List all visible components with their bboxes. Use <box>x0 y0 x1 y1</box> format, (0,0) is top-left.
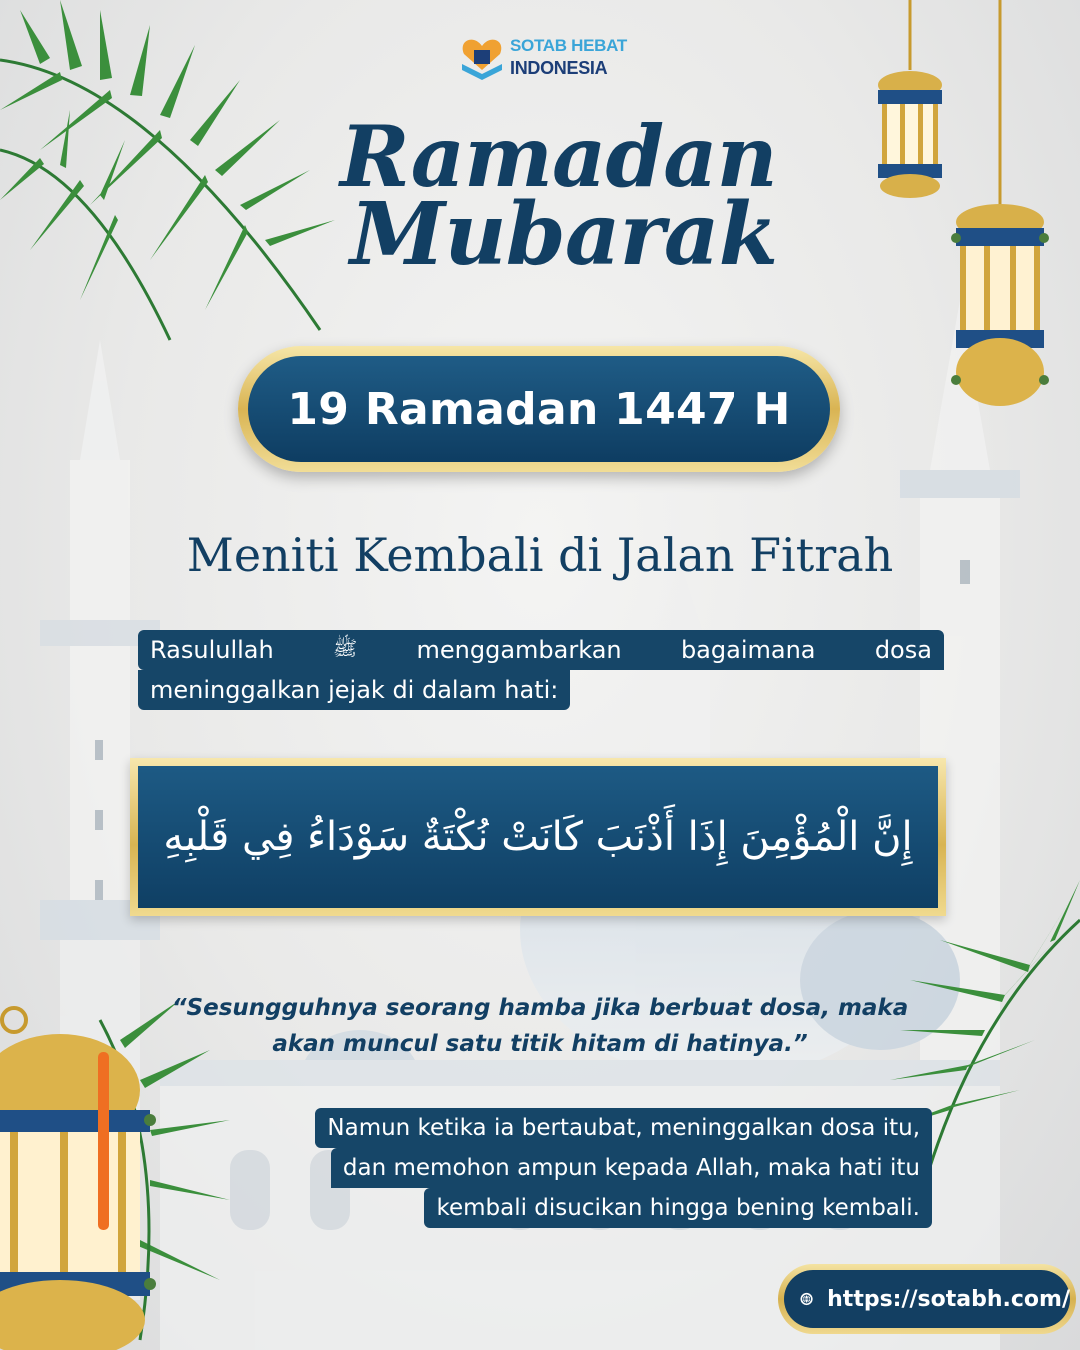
intro-word: dosa <box>874 636 932 664</box>
website-link[interactable] <box>778 1264 1076 1334</box>
website-url[interactable]: https://sotabh.com/ <box>827 1286 1070 1312</box>
greeting-title <box>340 107 778 286</box>
quote-line-1: “Sesungguhnya seorang hamba jika berbuat dosa, maka <box>171 995 909 1021</box>
globe-icon <box>800 1286 813 1312</box>
palm-leaf-top-left-icon <box>0 0 340 360</box>
subtitle: Meniti Kembali di Jalan Fitrah <box>186 528 894 582</box>
accent-bar <box>98 1052 109 1230</box>
website-link-inner[interactable] <box>784 1270 1070 1328</box>
quote-line-2: akan muncul satu titik hitam di hatinya.” <box>272 1031 808 1057</box>
intro-line-1 <box>138 630 944 670</box>
title-line-1: Ramadan <box>340 107 777 206</box>
brand-logo <box>450 28 640 88</box>
closing-line-3: kembali disucikan hingga bening kembali. <box>424 1188 932 1228</box>
intro-word: menggambarkan <box>416 636 622 664</box>
intro-paragraph <box>138 630 944 710</box>
closing-line-2: dan memohon ampun kepada Allah, maka hati itu <box>331 1148 932 1188</box>
date-badge <box>238 346 840 472</box>
closing-paragraph <box>220 1108 932 1228</box>
hadith-arabic-text: إِنَّ الْمُؤْمِنَ إِذَا أَذْنَبَ كَانَتْ نُكْتَةٌ سَوْدَاءُ فِي قَلْبِهِ <box>138 766 938 908</box>
lantern-top-right-icon <box>860 0 1080 420</box>
logo-line-1: SOTAB HEBAT <box>510 36 627 55</box>
book-heart-logo-icon <box>456 34 508 82</box>
intro-line-2: meninggalkan jejak di dalam hati: <box>138 670 570 710</box>
date-label: 19 Ramadan 1447 H <box>248 356 830 462</box>
hadith-arabic-box <box>130 758 946 916</box>
title-line-2: Mubarak <box>350 184 778 286</box>
intro-word: bagaimana <box>680 636 816 664</box>
salawat-symbol: ﷺ <box>333 636 358 660</box>
hadith-translation <box>140 990 940 1062</box>
intro-word: Rasulullah <box>150 636 274 664</box>
closing-line-1: Namun ketika ia bertaubat, meninggalkan dosa itu, <box>315 1108 932 1148</box>
logo-line-2: INDONESIA <box>510 58 608 78</box>
